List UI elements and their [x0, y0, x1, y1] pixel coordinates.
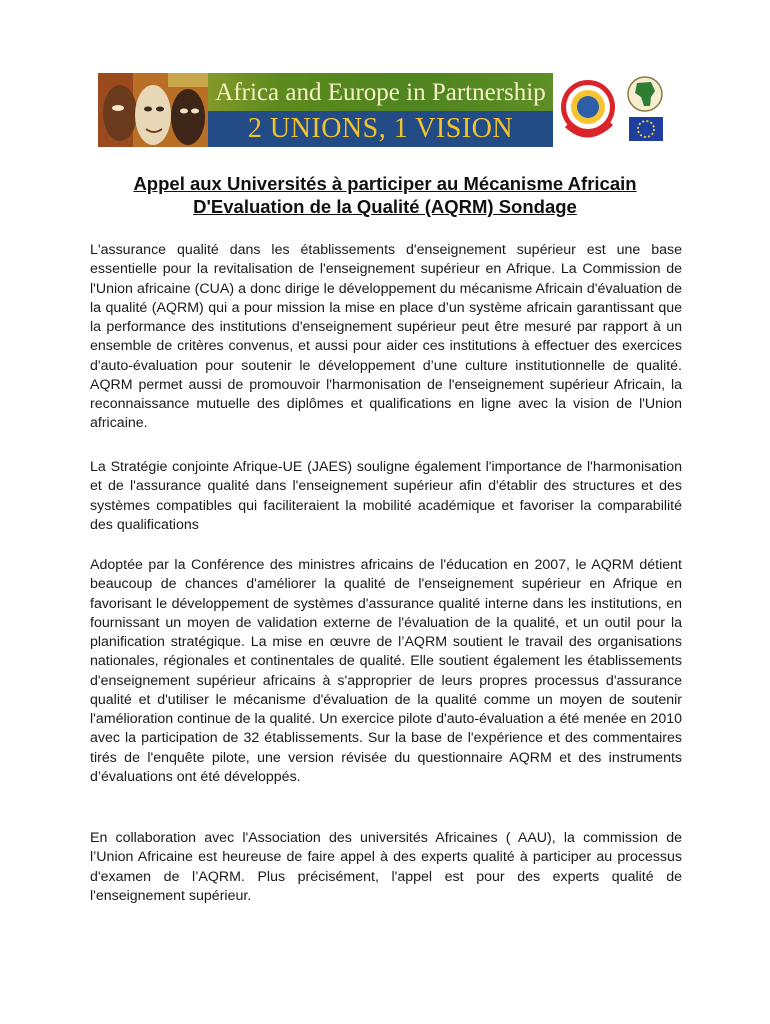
partner-logos [555, 73, 675, 148]
paragraph-call: En collaboration avec l'Association des universités Africaines ( AAU), la commission de l’Union Africaine est heureuse de faire appel à des experts qualité à participer au processus d'examen de l’AQRM. Plus précisément, l'appel est pour des experts qualité de l'enseignement supérieur. [90, 830, 682, 904]
header-banner [98, 73, 553, 147]
jaes-swirl-logo [561, 80, 615, 135]
paragraph-intro: L'assurance qualité dans les établissements d'enseignement supérieur est une base essentielle pour la revitalisation de l'enseignement supérieur en Afrique. La Commission de l'Union africaine (CUA) a donc dirige le développement du mécanisme Africain d'évaluation de la qualité (AQRM) qui a pour mission la mise en place d’un système africain garantissant que la performance des institutions d'enseignement supérieur peut être mesuré par rapport à un ensemble de critères convenus, et aussi pour aider ces institutions à effectuer des exercices d'auto-évaluation pour soutenir le développement d’une culture institutionnelle de qualité. AQRM permet aussi de promouvoir l'harmonisation de l'enseignement supérieur Africain, la reconnaissance mutuelle des diplômes et qualifications en ligne avec la vision de l'Union africaine. [90, 242, 682, 432]
banner-title: Africa and Europe in Partnership [215, 79, 546, 106]
paragraph-jaes: La Stratégie conjointe Afrique-UE (JAES) souligne également l'importance de l'harmonisation et de l'assurance qualité dans l'enseignement supérieur afin d'établir des structures et des systèmes compatibles qui faciliteraient la mobilité académique et favoriser la comparabilité des qualifications [90, 459, 682, 533]
eu-flag [629, 117, 663, 141]
faces-illustration [98, 73, 208, 147]
title-line-2: D'Evaluation de la Qualité (AQRM) Sondage [193, 196, 577, 217]
paragraph-adoption: Adoptée par la Conférence des ministres africains de l'éducation en 2007, le AQRM détient beaucoup de chances d'améliorer la qualité de l'enseignement supérieur en Afrique en favorisant le développement de systèmes d'assurance qualité interne dans les institutions, en fournissant un moyen de validation externe de l'évaluation de la qualité, et un outil pour la planification stratégique. La mise en œuvre de l’AQRM soutient le travail des organisations nationales, régionales et continentales de qualité. Elle soutient également les établissements d'enseignement supérieur africains à s'approprier de leurs propres processus d'assurance qualité et d'utiliser le mécanisme d'évaluation de la qualité comme un moyen de soutenir l'amélioration continue de la qualité. Un exercice pilote d'auto-évaluation a été menée en 2010 avec la participation de 32 établissements. Sur la base de l'expérience et des commentaires tirés de l'enquête pilote, une version révisée du questionnaire AQRM et des instruments d’évaluations ont été développés. [90, 557, 682, 785]
banner-subtitle: 2 UNIONS, 1 VISION [208, 111, 553, 147]
african-union-emblem [628, 77, 662, 111]
page-title [80, 172, 690, 218]
title-line-1: Appel aux Universités à participer au Mécanisme Africain [133, 173, 637, 194]
